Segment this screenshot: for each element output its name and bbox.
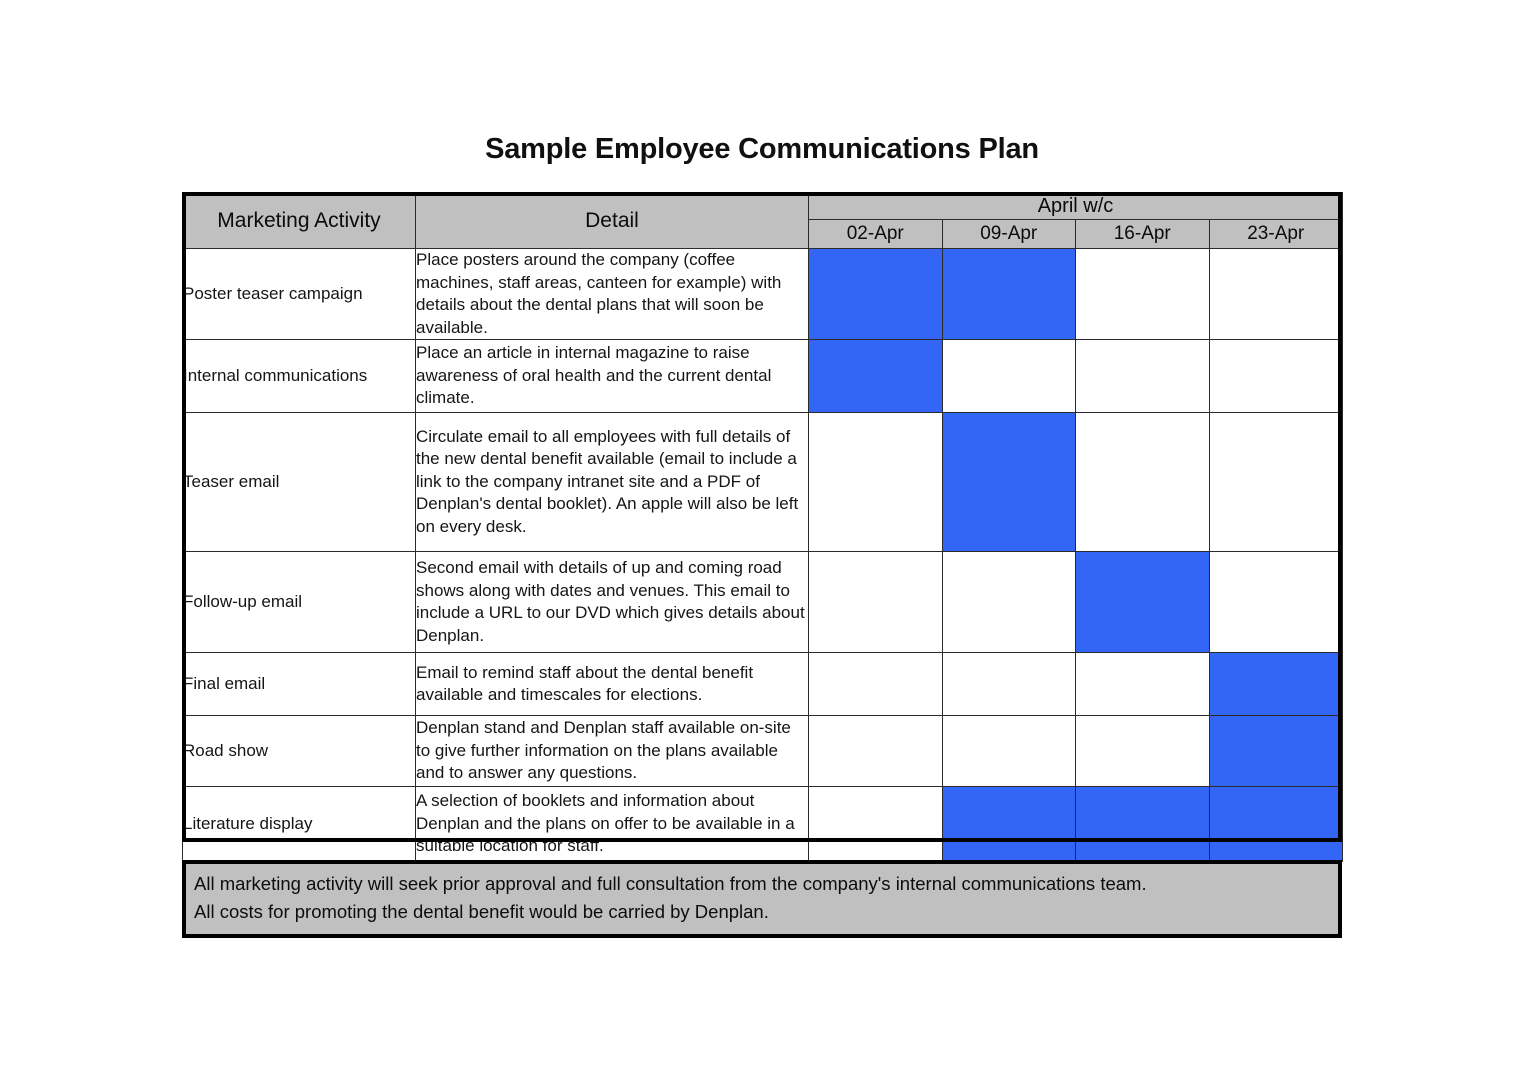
- activity-detail: Denplan stand and Denplan staff available on-site to give further information on the plans available and to answer any questions.: [416, 716, 809, 787]
- page-title: Sample Employee Communications Plan: [485, 133, 1039, 165]
- schedule-cell[interactable]: [809, 787, 943, 862]
- footer-note-line-2: All costs for promoting the dental benefit would be carried by Denplan.: [194, 901, 769, 922]
- communications-plan-table: [182, 192, 1343, 862]
- table-row: [183, 413, 1343, 552]
- column-header-week-2: 09-Apr: [942, 220, 1076, 249]
- schedule-cell[interactable]: [1076, 653, 1210, 716]
- column-header-detail: Detail: [416, 193, 809, 249]
- schedule-cell[interactable]: [942, 249, 1076, 340]
- activity-name: Internal communications: [183, 340, 416, 413]
- schedule-cell[interactable]: [1076, 552, 1210, 653]
- schedule-cell[interactable]: [809, 413, 943, 552]
- table-row: [183, 787, 1343, 862]
- schedule-cell[interactable]: [809, 716, 943, 787]
- table-row: [183, 340, 1343, 413]
- schedule-cell[interactable]: [1209, 249, 1343, 340]
- schedule-cell[interactable]: [1209, 340, 1343, 413]
- schedule-cell[interactable]: [809, 552, 943, 653]
- schedule-cell[interactable]: [942, 413, 1076, 552]
- schedule-cell[interactable]: [1076, 787, 1210, 862]
- column-header-marketing-activity: Marketing Activity: [183, 193, 416, 249]
- schedule-cell[interactable]: [942, 552, 1076, 653]
- schedule-cell[interactable]: [1209, 787, 1343, 862]
- activity-detail: Second email with details of up and coming road shows along with dates and venues. This email to include a URL to our DVD which gives details about Denplan.: [416, 552, 809, 653]
- schedule-cell[interactable]: [809, 340, 943, 413]
- schedule-cell[interactable]: [1076, 249, 1210, 340]
- table-row: [183, 249, 1343, 340]
- footer-note-line-1: All marketing activity will seek prior approval and full consultation from the company's internal communications team.: [194, 873, 1147, 894]
- column-header-week-4: 23-Apr: [1209, 220, 1343, 249]
- activity-detail: A selection of booklets and information about Denplan and the plans on offer to be available in a suitable location for staff.: [416, 787, 809, 862]
- schedule-cell[interactable]: [942, 787, 1076, 862]
- table-body: [183, 249, 1343, 862]
- header-row-top: [183, 193, 1343, 220]
- activity-detail: Place posters around the company (coffee machines, staff areas, canteen for example) with details about the dental plans that will soon be available.: [416, 249, 809, 340]
- schedule-cell[interactable]: [1209, 716, 1343, 787]
- schedule-cell[interactable]: [1209, 552, 1343, 653]
- table-row: [183, 653, 1343, 716]
- schedule-cell[interactable]: [809, 653, 943, 716]
- column-header-week-3: 16-Apr: [1076, 220, 1210, 249]
- schedule-cell[interactable]: [1076, 716, 1210, 787]
- schedule-cell[interactable]: [942, 340, 1076, 413]
- activity-name: Teaser email: [183, 413, 416, 552]
- table-header: [183, 193, 1343, 249]
- table-row: [183, 716, 1343, 787]
- activity-name: Poster teaser campaign: [183, 249, 416, 340]
- activity-name: Follow-up email: [183, 552, 416, 653]
- schedule-cell[interactable]: [942, 716, 1076, 787]
- schedule-cell[interactable]: [942, 653, 1076, 716]
- column-header-week-1: 02-Apr: [809, 220, 943, 249]
- table-row: [183, 552, 1343, 653]
- activity-name: Literature display: [183, 787, 416, 862]
- schedule-cell[interactable]: [1209, 413, 1343, 552]
- schedule-cell[interactable]: [1076, 413, 1210, 552]
- activity-name: Road show: [183, 716, 416, 787]
- activity-detail: Email to remind staff about the dental benefit available and timescales for elections.: [416, 653, 809, 716]
- activity-detail: Place an article in internal magazine to raise awareness of oral health and the current dental climate.: [416, 340, 809, 413]
- schedule-cell[interactable]: [809, 249, 943, 340]
- activity-name: Final email: [183, 653, 416, 716]
- footer-note: [182, 860, 1342, 938]
- schedule-cell[interactable]: [1209, 653, 1343, 716]
- activity-detail: Circulate email to all employees with full details of the new dental benefit available (email to include a link to the company intranet site and a PDF of Denplan's dental booklet). An apple will also be left on every desk.: [416, 413, 809, 552]
- schedule-cell[interactable]: [1076, 340, 1210, 413]
- column-header-april-group: April w/c: [809, 193, 1343, 220]
